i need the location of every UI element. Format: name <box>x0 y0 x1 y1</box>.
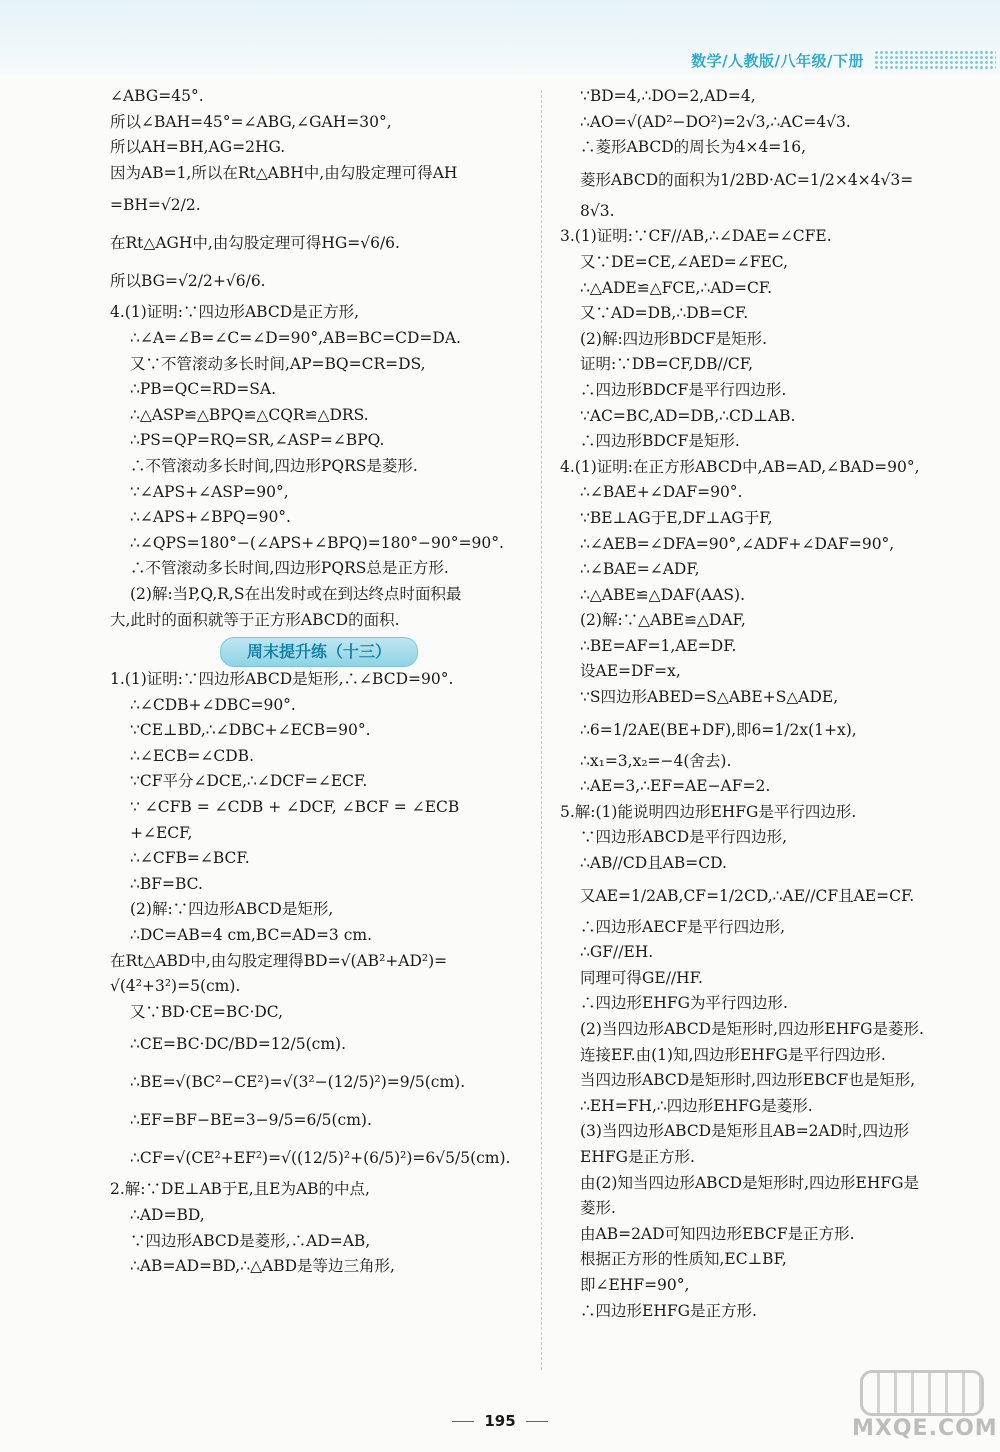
text-line: ∵BD=4,∴DO=2,AD=4, <box>580 87 756 105</box>
text-line: ∴四边形BDCF是矩形. <box>580 432 740 451</box>
text-line: ∴GF//EH. <box>580 943 654 962</box>
text-line: ∴BE=√(BC²−CE²)=√(3²−(12/5)²)=9/5(cm). <box>130 1073 466 1092</box>
text-line: ∴x₁=3,x₂=−4(舍去). <box>580 751 732 770</box>
text-line: ∴△ADE≌△FCE,∴AD=CF. <box>580 278 773 297</box>
text-line: 证明:∵DB=CF,DB//CF, <box>580 355 754 374</box>
text-line: 又AE=1/2AB,CF=1/2CD,∴AE//CF且AE=CF. <box>580 886 915 905</box>
text-line: ∵S四边形ABED=S△ABE+S△ADE, <box>580 688 839 707</box>
text-line: ∴EH=FH,∴四边形EHFG是菱形. <box>580 1096 813 1115</box>
text-line: 5.解:(1)能说明四边形EHFG是平行四边形. <box>560 802 857 821</box>
text-line: ∴四边形BDCF是平行四边形. <box>580 380 787 399</box>
text-line: ∴∠BAE+∠DAF=90°. <box>580 483 743 502</box>
text-line: 又∵不管滚动多长时间,AP=BQ=CR=DS, <box>130 354 426 373</box>
text-line: ∴AB=AD=BD,∴△ABD是等边三角形, <box>130 1257 395 1276</box>
text-line: 8√3. <box>580 201 615 220</box>
text-line: ∴∠CFB=∠BCF. <box>130 849 250 868</box>
text-line: EHFG是正方形. <box>580 1147 695 1166</box>
text-line: ∴∠APS+∠BPQ=90°. <box>130 508 291 527</box>
text-line: ∴不管滚动多长时间,四边形PQRS是菱形. <box>130 456 418 475</box>
text-line: 在Rt△AGH中,由勾股定理可得HG=√6/6. <box>110 234 400 253</box>
text-line: ∴∠QPS=180°−(∠APS+∠BPQ)=180°−90°=90°. <box>130 533 504 552</box>
text-line: ∵ ∠CFB = ∠CDB + ∠DCF, ∠BCF = ∠ECB <box>130 798 460 817</box>
text-line: ∵AC=BC,AD=DB,∴CD⊥AB. <box>580 406 796 425</box>
text-line: ∴BE=AF=1,AE=DF. <box>580 636 737 655</box>
watermark-logo <box>852 1370 998 1446</box>
text-line: ∴△ASP≌△BPQ≌△CQR≌△DRS. <box>130 405 369 424</box>
text-line: ∴AD=BD, <box>130 1206 205 1224</box>
text-line: 即∠EHF=90°, <box>580 1275 690 1294</box>
text-line: ∴PS=QP=RQ=SR,∠ASP=∠BPQ. <box>130 431 385 450</box>
text-line: ∴∠CDB+∠DBC=90°. <box>130 695 296 714</box>
text-line: ∴BF=BC. <box>130 874 203 893</box>
text-line: 又∵BD·CE=BC·DC, <box>130 1002 284 1021</box>
text-line: 4.(1)证明:∵四边形ABCD是正方形, <box>110 303 360 322</box>
text-line: ∵CE⊥BD,∴∠DBC+∠ECB=90°. <box>130 721 371 740</box>
text-line: (3)当四边形ABCD是矩形且AB=2AD时,四边形 <box>580 1122 910 1141</box>
text-line: ∴四边形AECF是平行四边形, <box>580 917 786 936</box>
text-line: 所以AH=BH,AG=2HG. <box>110 138 286 157</box>
text-line: (2)解:∵△ABE≌△DAF, <box>580 611 746 630</box>
text-line: 设AE=DF=x, <box>580 662 681 681</box>
text-line: (2)解:∵四边形ABCD是矩形, <box>130 900 334 919</box>
left-column <box>110 84 528 1280</box>
text-line: 连接EF.由(1)知,四边形EHFG是平行四边形. <box>580 1045 886 1064</box>
text-line: ∴菱形ABCD的周长为4×4=16, <box>580 138 807 157</box>
text-line: √(4²+3²)=5(cm). <box>110 977 241 996</box>
text-line: 2.解:∵DE⊥AB于E,且E为AB的中点, <box>110 1180 370 1199</box>
text-line: 所以∠BAH=45°=∠ABG,∠GAH=30°, <box>110 112 392 131</box>
text-line: (2)当四边形ABCD是矩形时,四边形EHFG是菱形. <box>580 1020 924 1038</box>
text-line: ∴DC=AB=4 cm,BC=AD=3 cm. <box>130 926 373 945</box>
text-line: 在Rt△ABD中,由勾股定理得BD=√(AB²+AD²)= <box>110 951 448 970</box>
text-line: 又∵DE=CE,∠AED=∠FEC, <box>580 252 789 271</box>
text-line: 由AB=2AD可知四边形EBCF是正方形. <box>580 1224 855 1243</box>
text-line: ∵四边形ABCD是平行四边形, <box>580 828 788 847</box>
page-number: 195 <box>0 1412 1000 1430</box>
text-line: 1.(1)证明:∵四边形ABCD是矩形,∴∠BCD=90°. <box>110 670 454 689</box>
text-line: 又∵AD=DB,∴DB=CF. <box>580 304 749 323</box>
text-line: =BH=√2/2. <box>110 196 201 215</box>
text-line: ∴∠ECB=∠CDB. <box>130 746 254 765</box>
text-line: +∠ECF, <box>130 823 193 842</box>
watermark-logo-icon <box>860 1370 984 1416</box>
text-line: 根据正方形的性质知,EC⊥BF, <box>580 1250 787 1269</box>
text-line: ∴EF=BF−BE=3−9/5=6/5(cm). <box>130 1111 372 1130</box>
text-line: 菱形. <box>580 1199 616 1218</box>
text-line: (2)解:当P,Q,R,S在出发时或在到达终点时面积最 <box>130 584 462 603</box>
text-line: ∴CE=BC·DC/BD=12/5(cm). <box>130 1035 347 1054</box>
text-line: 大,此时的面积就等于正方形ABCD的面积. <box>110 610 400 629</box>
right-column <box>560 84 980 1324</box>
text-line: ∴PB=QC=RD=SA. <box>130 380 277 399</box>
text-line: ∴6=1/2AE(BE+DF),即6=1/2x(1+x), <box>580 720 857 739</box>
text-line: ∴△ABE≌△DAF(AAS). <box>580 585 745 604</box>
text-line: ∴CF=√(CE²+EF²)=√((12/5)²+(6/5)²)=6√5/5(cm). <box>130 1149 511 1168</box>
text-line: ∴不管滚动多长时间,四边形PQRS总是正方形. <box>130 559 449 578</box>
text-line: ∵CF平分∠DCE,∴∠DCF=∠ECF. <box>130 772 368 791</box>
text-line: ∴四边形EHFG是正方形. <box>580 1301 757 1320</box>
text-line: 3.(1)证明:∵CF//AB,∴∠DAE=∠CFE. <box>560 227 832 246</box>
column-divider <box>541 90 542 1370</box>
text-line: ∵∠APS+∠ASP=90°, <box>130 482 289 501</box>
text-line: 菱形ABCD的面积为1/2BD·AC=1/2×4×4√3= <box>580 170 914 189</box>
watermark-text: MXQE.COM <box>852 1416 998 1441</box>
text-line: 同理可得GE//HF. <box>580 968 703 987</box>
text-line: ∴AO=√(AD²−DO²)=2√3,∴AC=4√3. <box>580 112 851 131</box>
text-line: ∵BE⊥AG于E,DF⊥AG于F, <box>580 508 773 527</box>
text-line: ∠ABG=45°. <box>110 87 204 105</box>
text-line: ∵四边形ABCD是菱形,∴AD=AB, <box>130 1231 371 1250</box>
text-line: 所以BG=√2/2+√6/6. <box>110 272 266 291</box>
text-line: 4.(1)证明:在正方形ABCD中,AB=AD,∠BAD=90°, <box>560 457 920 476</box>
text-line: ∴四边形EHFG为平行四边形. <box>580 994 788 1013</box>
text-line: ∴∠BAE=∠ADF, <box>580 560 700 579</box>
text-line: ∴∠A=∠B=∠C=∠D=90°,AB=BC=CD=DA. <box>130 328 461 347</box>
text-line: 当四边形ABCD是矩形时,四边形EBCF也是矩形, <box>580 1071 916 1090</box>
text-line: ∴∠AEB=∠DFA=90°,∠ADF+∠DAF=90°, <box>580 534 895 553</box>
text-line: (2)解:四边形BDCF是矩形. <box>580 329 768 348</box>
section-banner <box>110 637 528 665</box>
text-line: ∴AE=3,∴EF=AE−AF=2. <box>580 777 771 796</box>
section-title: 周末提升练（十三） <box>220 637 418 667</box>
text-line: ∴AB//CD且AB=CD. <box>580 854 727 873</box>
text-line: 由(2)知当四边形ABCD是矩形时,四边形EHFG是 <box>580 1173 920 1192</box>
header-subject-tag: 数学/人教版/八年级/下册 <box>691 52 864 70</box>
header-dot-pattern <box>874 50 996 70</box>
text-line: 因为AB=1,所以在Rt△ABH中,由勾股定理可得AH <box>110 163 458 182</box>
